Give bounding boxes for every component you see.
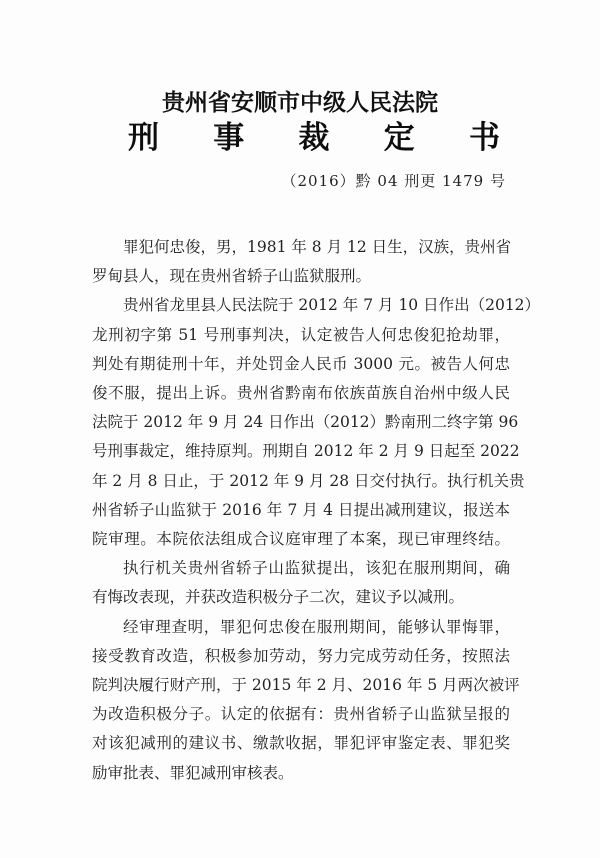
text-line: 年 2 月 8 日止，于 2012 年 9 月 28 日交付执行。执行机关贵 bbox=[92, 471, 525, 490]
text-line: 有悔改表现，并获改造积极分子二次，建议予以减刑。 bbox=[92, 588, 465, 607]
text-line: 州省轿子山监狱于 2016 年 7 月 4 日提出减刑建议，报送本 bbox=[92, 500, 510, 519]
paragraph-defendant-info bbox=[92, 233, 510, 291]
text-line: 经审理查明，罪犯何忠俊在服刑期间，能够认罪悔罪， bbox=[123, 617, 510, 636]
text-line: 罪犯何忠俊，男，1981 年 8 月 12 日生，汉族，贵州省 bbox=[123, 238, 512, 256]
text-line: 贵州省龙里县人民法院于 2012 年 7 月 10 日作出（2012） bbox=[123, 296, 541, 315]
document-title bbox=[128, 112, 500, 157]
title-char: 裁 bbox=[298, 120, 330, 156]
paragraph-prison-proposal bbox=[92, 554, 510, 612]
text-line: 号刑事裁定，维持原判。刑期自 2012 年 2 月 9 日起至 2022 bbox=[92, 442, 520, 461]
title-char: 定 bbox=[383, 120, 415, 156]
text-line: 院审理。本院依法组成合议庭审理了本案，现已审理终结。 bbox=[92, 530, 510, 549]
text-line: 对该犯减刑的建议书、缴款收据，罪犯评审鉴定表、罪犯奖 bbox=[92, 734, 510, 753]
text-line: 俊不服，提出上诉。贵州省黔南布依族苗族自治州中级人民 bbox=[92, 384, 510, 403]
text-line: 罗甸县人，现在贵州省轿子山监狱服刑。 bbox=[92, 267, 372, 286]
text-line: 执行机关贵州省轿子山监狱提出，该犯在服刑期间，确 bbox=[123, 559, 510, 578]
title-char: 事 bbox=[213, 120, 245, 156]
case-number: （2016）黔 04 刑更 1479 号 bbox=[281, 172, 506, 190]
paragraph-findings bbox=[92, 613, 520, 788]
text-line: 判处有期徒刑十年，并处罚金人民币 3000 元。被告人何忠 bbox=[92, 354, 510, 373]
text-line: 龙刑初字第 51 号刑事判决，认定被告人何忠俊犯抢劫罪， bbox=[92, 325, 510, 344]
title-char: 刑 bbox=[128, 120, 159, 156]
text-line: 为改造积极分子。认定的依据有：贵州省轿子山监狱呈报的 bbox=[92, 705, 510, 724]
text-line: 法院于 2012 年 9 月 24 日作出（2012）黔南刑二终字第 96 bbox=[92, 413, 519, 432]
text-line: 接受教育改造，积极参加劳动，努力完成劳动任务，按照法 bbox=[92, 646, 510, 665]
paragraph-case-history bbox=[92, 291, 541, 554]
document-body bbox=[92, 233, 541, 788]
court-name-heading: 贵州省安顺市中级人民法院 bbox=[162, 89, 438, 116]
title-char: 书 bbox=[469, 120, 500, 156]
text-line: 励审批表、罪犯减刑审核表。 bbox=[92, 763, 294, 782]
text-line: 院判决履行财产刑，于 2015 年 2 月、2016 年 5 月两次被评 bbox=[92, 676, 520, 695]
